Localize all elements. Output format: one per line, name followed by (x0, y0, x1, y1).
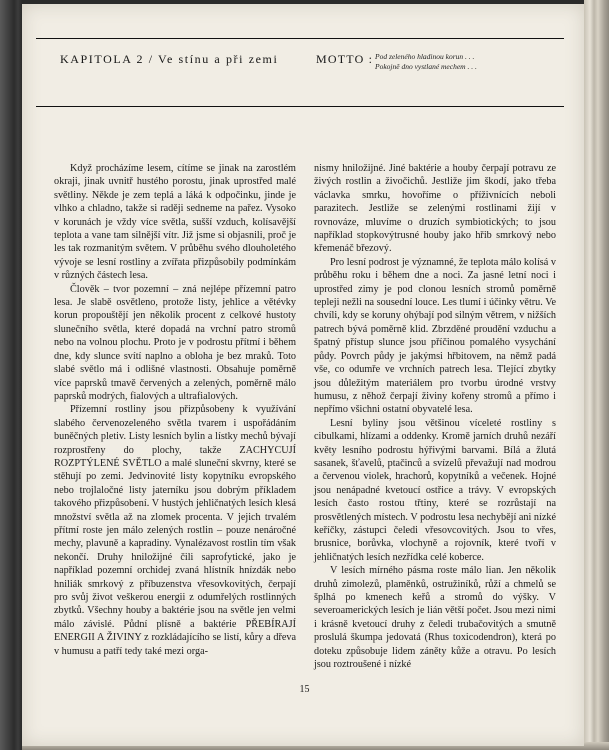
motto-line-2: Pokojně dno vystlané mechem . . . (375, 62, 477, 71)
paragraph-continued: nismy hniložijné. Jiné baktérie a houby čerpají potravu ze živých rostlin a živočichů. Jestliže jim škodí, jako třeba václavka smrku, hovoříme o příživnících neboli parazitech. Jestliže se zelenými rostlinami žijí v rovnováze, mluvíme o druzích symbiotických; to jsou například stopkovýtrusné houby jako hřib smrkový nebo křemenáč březový. (314, 163, 556, 255)
paragraph: Pro lesní podrost je významné, že teplota málo kolísá v průběhu roku i během dne a noci. Za jasné letní noci i uprostřed zimy je pod clonou lesních stromů poměrně tepleji nežli na sousední louce. Les tlumí i účinky větru. Ve chvíli, kdy se koruny ohýbají pod silným větrem, v nižších patrech bývá poměrně klid. Zbrzděné proudění vzduchu a špatný přístup slunce jsou příčinou pomalého vysychání půdy. Povrch půdy je jakýmsi hřbitovem, na němž padá vše, co odumře ve vrchních patrech lesa. Tlející zbytky jsou důležitým materiálem pro tvorbu úrodné vrstvy humusu, z něhož čerpají živiny kořeny stromů a přímo i nepřímo všichni ostatní obyvatelé lesa. (314, 256, 556, 416)
motto-label: MOTTO : (316, 52, 374, 66)
text-column-left (54, 162, 296, 658)
paragraph: V lesích mírného pásma roste málo lian. Jen několik druhů zimolezů, plaměnků, ostružiníků, růží a chmelů se šplhá po kmenech keřů a stromů do výšky. V severoamerických lesích je lián větší počet. Jsou mezi nimi i krásně kvetoucí druhy z čeledi trubačovitých a smutně proslulá škumpa jedovatá (Rhus toxicodendron), která po doteku způsobuje lidem záněty kůže a otravu. Po lesích jsou roztroušené i nízké (314, 565, 556, 671)
page-number: 15 (299, 684, 310, 695)
motto-text (375, 52, 477, 72)
book-page-edges (584, 0, 609, 750)
text-column-right (314, 162, 556, 671)
header-rule-bottom (36, 106, 564, 107)
paragraph: Člověk – tvor pozemní – zná nejlépe přízemní patro lesa. Je slabě osvětleno, protože listy, jehlice a větévky korun propouštějí jen několik procent z celkové hustoty slunečního světla, které dopadá na vrchní patro stromů nebo na volnou plochu. Proto je v podrostu přítmí i během dne, kdy slunce svítí naplno a obloha je bez mraků. Toto slabé světlo má i odlišné vlastnosti. Obsahuje poměrně více paprsků tmavě červených a zelených, poměrně málo paprsků modrých, fialových a ultrafialových. (54, 283, 296, 402)
header-rule-top (36, 38, 564, 39)
chapter-title: KAPITOLA 2 / Ve stínu a při zemi (60, 52, 279, 66)
motto-line-1: Pod zeleného hladinou korun . . . (375, 52, 475, 61)
paragraph: Lesní byliny jsou většinou víceleté rostliny s cibulkami, hlízami a oddenky. Kromě jarních druhů nezáří květy lesního podrostu hýřivými barvami. Bílá a žlutá sasanek, šťavelů, ptačinců a svízelů převažují nad modrou a červenou violek, hrachorů, kopytníků a večenek. Hojné jsou nenápadné kvetoucí ostřice a trávy. V evropských lesích často rostou třtiny, které se rozrůstají na prosvětlených místech. V podrostu lesa nechybějí ani nízké keříčky, zástupci čeledi vřesovcovitých. Jsou to vřes, brusnice, borůvka, vlochyně a rojovník, které tvoří v jehličnatých lesích nezřídka celé koberce. (314, 417, 556, 563)
paragraph: Přízemní rostliny jsou přizpůsobeny k využívání slabého červenozeleného světla tvarem i uspořádáním buněčných pletiv. Listy lesních bylin a lístky mechů bývají rozprostřeny do plochy, takže ZACHYCUJÍ ROZPTÝLENÉ SVĚTLO a malé sluneční skvrny, které se stěhují po zemi. Jedvinovité listy kopytníku evropského nebo trojlaločné listy jaterníku jsou dobrým příkladem takového přizpůsobení. V hustých jehličnatých lesích klesá množství světla až na zlomek procenta. V jejich trvalém přítmí roste jen málo zelených rostlin – pouze nenáročné mechy, plavuně a kapradiny. Vynalézavost rostlin tím však nekončí. Druhy hniložijné čili saprofytické, jako je například pozemní orchidej zvaná hlístník hnízdák nebo hniliák smrkový z příbuzenstva vřesovkovitých, čerpají pro svůj život veškerou energii z odumřelých rostlinných zbytků. Všechny houby a baktérie jsou na světle jen velmi málo závislé. Půdní plísně a baktérie PŘEBÍRAJÍ ENERGII A ŽIVINY z rozkládajícího se listí, kůry a dřeva v humusu a patří tedy také mezi orga- (54, 404, 296, 657)
paragraph: Když procházíme lesem, cítíme se jinak na zarostlém okraji, jinak uvnitř hustého porostu, jinak uprostřed malé světliny. Někde je zem teplá a láká k odpočinku, jinde je vlhko a chladno, takže si raději sedneme na pařez. Vysoko v korunách je vždy více světla, sušší vzduch, kolísavější teplota a vane tam silnější vítr. Již jsme si objasnili, proč je les tak rozmanitým světem. V průběhu svého dlouholetého vývoje se lesní rostliny a zvířata přizpůsobily podmínkám v různých částech lesa. (54, 163, 296, 282)
